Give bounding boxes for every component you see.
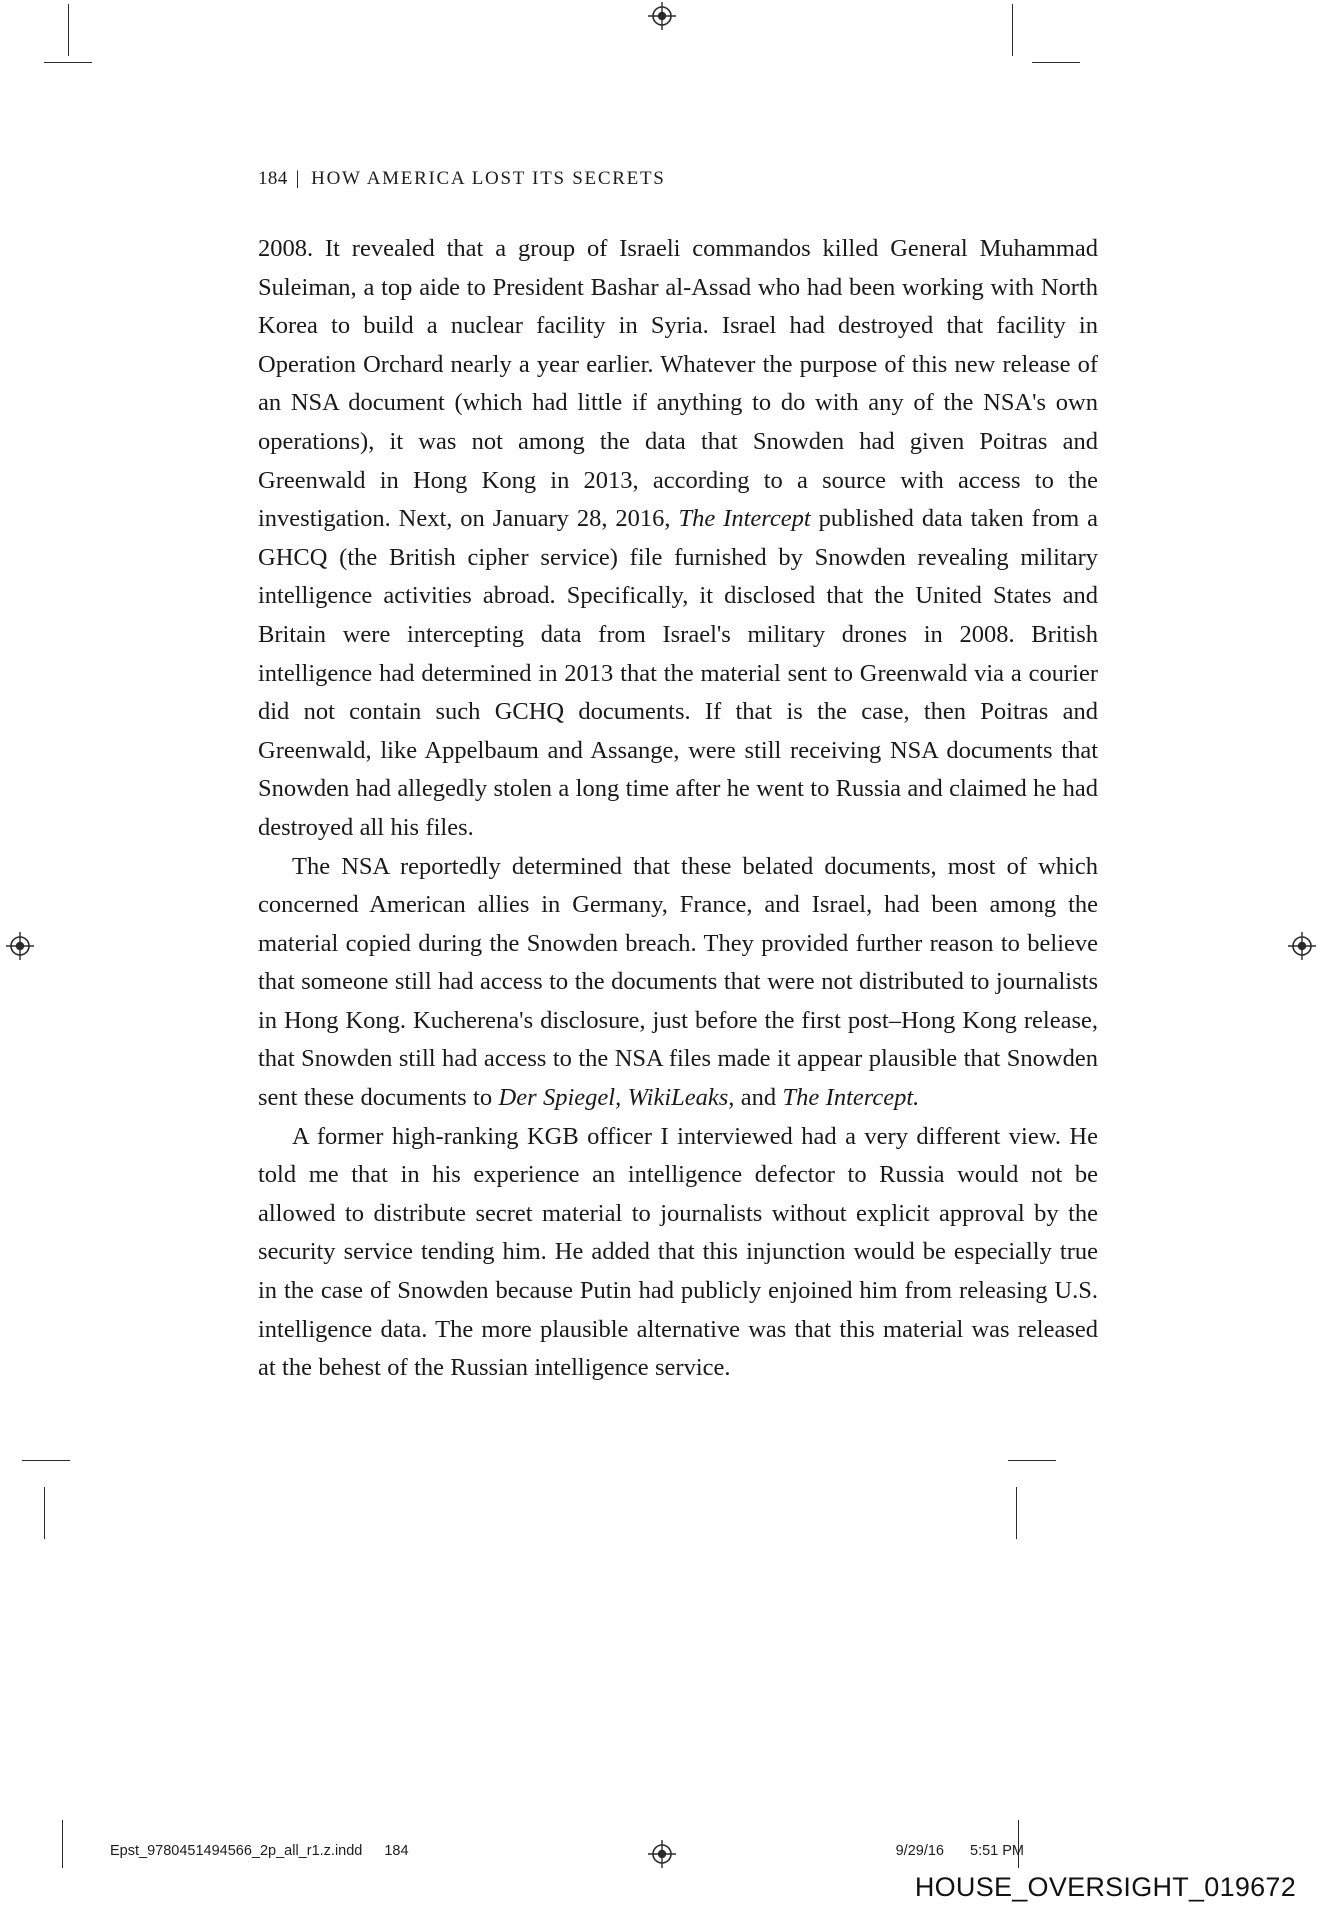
crop-mark-bottom-right-vertical — [1016, 1487, 1017, 1539]
body-text — [258, 230, 1098, 1388]
registration-mark-left-middle — [6, 932, 34, 960]
crop-mark-top-right-vertical — [1012, 4, 1013, 56]
page-folio-number: 184 — [258, 168, 288, 189]
footer-slug — [0, 1843, 1324, 1873]
footer-page-number: 184 — [384, 1843, 409, 1859]
bates-stamp: HOUSE_OVERSIGHT_019672 — [914, 1872, 1296, 1902]
footer-time: 5:51 PM — [970, 1843, 1024, 1859]
crop-mark-top-left-vertical — [68, 4, 69, 56]
crop-mark-bottom-left-vertical — [44, 1487, 45, 1539]
footer-file-slug — [110, 1843, 409, 1859]
paragraph-2: The NSA reportedly determined that these belated documents, most of which concerned American allies in Germany, France, and Israel, had been among the material copied during the Snowden breach. They provided further reason to believe that someone still had access to the documents that were not distributed to journalists in Hong Kong. Kucherena's disclosure, just before the first post–Hong Kong release, that Snowden still had access to the NSA files made it appear plausible that Snowden sent these documents to Der Spiegel, WikiLeaks, and The Intercept. — [258, 852, 1098, 1112]
page-content — [258, 168, 1098, 1388]
crop-mark-bottom-right-horizontal — [1008, 1460, 1056, 1461]
registration-mark-right-middle — [1288, 932, 1316, 960]
footer-filename: Epst_9780451494566_2p_all_r1.z.indd — [110, 1843, 363, 1859]
crop-mark-bottom-left-horizontal — [22, 1460, 70, 1461]
running-head — [258, 168, 1098, 190]
crop-mark-top-right-horizontal — [1032, 62, 1080, 63]
registration-mark-top-center — [648, 2, 676, 30]
footer-timestamp — [896, 1843, 1024, 1859]
paragraph-3: A former high-ranking KGB officer I interviewed had a very different view. He told me that in his experience an intelligence defector to Russia would not be allowed to distribute secret material to journalists without explicit approval by the security service tending him. He added that this injunction would be especially true in the case of Snowden because Putin had publicly enjoined him from releasing U.S. intelligence data. The more plausible alternative was that this material was released at the behest of the Russian intelligence service. — [258, 1122, 1098, 1382]
paragraph-1: 2008. It revealed that a group of Israeli commandos killed General Muhammad Suleiman, a top aide to President Bashar al-Assad who had been working with North Korea to build a nuclear facility in Syria. Israel had destroyed that facility in Operation Orchard nearly a year earlier. Whatever the purpose of this new release of an NSA document (which had little if anything to do with any of the NSA's own operations), it was not among the data that Snowden had given Poitras and Greenwald in Hong Kong in 2013, according to a source with access to the investigation. Next, on January 28, 2016, The Intercept published data taken from a GHCQ (the British cipher service) file furnished by Snowden revealing military intelligence activities abroad. Specifically, it disclosed that the United States and Britain were intercepting data from Israel's military drones in 2008. British intelligence had determined in 2013 that the material sent to Greenwald via a courier did not contain such GCHQ documents. If that is the case, then Poitras and Greenwald, like Appelbaum and Assange, were still receiving NSA documents that Snowden had allegedly stolen a long time after he went to Russia and claimed he had destroyed all his files. — [258, 235, 1099, 841]
running-head-separator: | — [295, 168, 302, 189]
crop-mark-top-left-horizontal — [44, 62, 92, 63]
footer-date: 9/29/16 — [895, 1843, 944, 1859]
running-head-title: HOW AMERICA LOST ITS SECRETS — [311, 168, 666, 189]
